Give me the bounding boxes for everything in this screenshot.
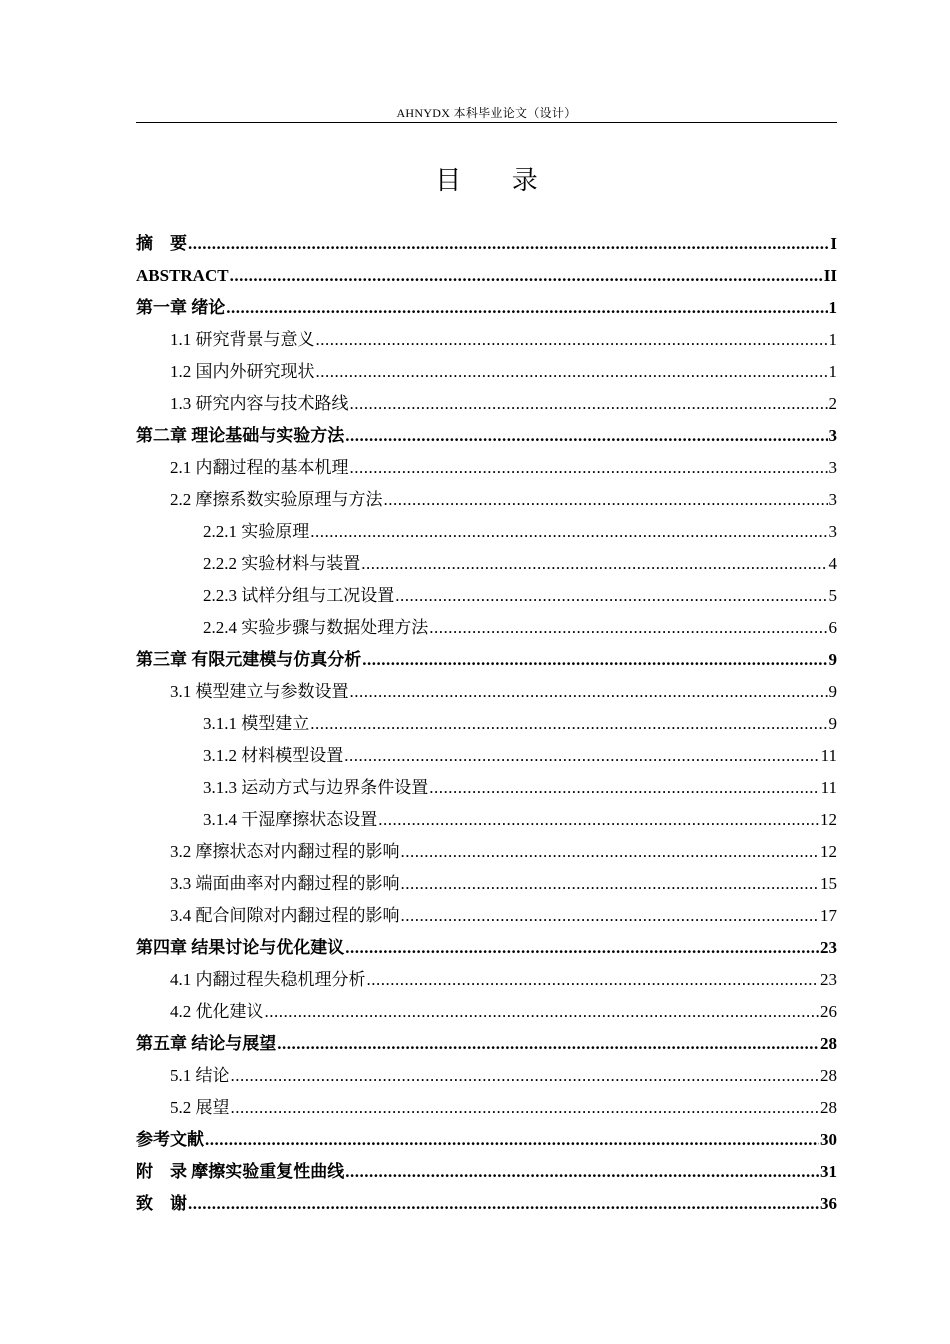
toc-dot-leader <box>345 420 827 452</box>
toc-entry-label: 第一章 绪论 <box>136 298 226 317</box>
toc-entry-page: 12 <box>820 810 837 829</box>
toc-dot-leader <box>345 1156 819 1188</box>
toc-entry-label: 5.1 结论 <box>170 1066 230 1085</box>
toc-entry-page: 1 <box>828 330 837 349</box>
toc-entry[interactable] <box>136 228 837 260</box>
toc-entry-label: 3.1.2 材料模型设置 <box>203 746 344 765</box>
toc-entry-page: 26 <box>820 1002 837 1021</box>
toc-entry-page: 3 <box>828 522 837 541</box>
toc-entry-label: 第四章 结果讨论与优化建议 <box>136 938 345 957</box>
toc-entry-page: 9 <box>828 682 837 701</box>
toc-entry-page: 23 <box>820 970 837 989</box>
toc-dot-leader <box>188 1188 819 1220</box>
toc-dot-leader <box>205 1124 819 1156</box>
toc-entry[interactable] <box>136 452 837 484</box>
toc-entry-page: 36 <box>820 1194 837 1213</box>
toc-entry-label: 1.3 研究内容与技术路线 <box>170 394 349 413</box>
toc-entry[interactable] <box>136 1188 837 1220</box>
toc-entry-label: 3.1 模型建立与参数设置 <box>170 682 349 701</box>
header-rule <box>136 122 837 123</box>
toc-entry-page: 15 <box>820 874 837 893</box>
toc-entry-label: 3.3 端面曲率对内翻过程的影响 <box>170 874 400 893</box>
toc-dot-leader <box>350 452 828 484</box>
toc-entry-label: 2.2.2 实验材料与装置 <box>203 554 361 573</box>
toc-dot-leader <box>378 804 819 836</box>
toc-entry[interactable] <box>136 932 837 964</box>
toc-entry-page: 23 <box>820 938 837 957</box>
toc-entry[interactable] <box>136 548 837 580</box>
toc-entry-page: I <box>830 234 837 253</box>
running-header: AHNYDX 本科毕业论文（设计） <box>396 106 577 120</box>
toc-dot-leader <box>350 676 828 708</box>
toc-entry[interactable] <box>136 420 837 452</box>
toc-entry-page: 11 <box>820 746 837 765</box>
toc-entry[interactable] <box>136 804 837 836</box>
toc-dot-leader <box>367 964 820 996</box>
toc-entry[interactable] <box>136 1156 837 1188</box>
toc-entry[interactable] <box>136 484 837 516</box>
toc-entry-label: 3.4 配合间隙对内翻过程的影响 <box>170 906 400 925</box>
toc-dot-leader <box>310 708 827 740</box>
toc-entry[interactable] <box>136 1092 837 1124</box>
toc-entry-label: 3.1.1 模型建立 <box>203 714 310 733</box>
toc-dot-leader <box>226 292 827 324</box>
toc-entry[interactable] <box>136 1060 837 1092</box>
toc-entry-label: 5.2 展望 <box>170 1098 230 1117</box>
table-of-contents <box>136 228 837 1220</box>
toc-entry-label: 附 录 摩擦实验重复性曲线 <box>136 1162 345 1181</box>
toc-entry-page: 3 <box>828 426 837 445</box>
toc-entry-label: 2.2.4 实验步骤与数据处理方法 <box>203 618 429 637</box>
toc-entry-label: 第五章 结论与展望 <box>136 1034 277 1053</box>
toc-dot-leader <box>316 324 828 356</box>
toc-entry-page: 30 <box>820 1130 837 1149</box>
toc-entry-label: 1.1 研究背景与意义 <box>170 330 315 349</box>
toc-dot-leader <box>310 516 827 548</box>
toc-entry-page: 4 <box>828 554 837 573</box>
toc-entry[interactable] <box>136 612 837 644</box>
toc-entry-label: 4.1 内翻过程失稳机理分析 <box>170 970 366 989</box>
toc-dot-leader <box>350 388 828 420</box>
toc-entry-label: 1.2 国内外研究现状 <box>170 362 315 381</box>
toc-entry[interactable] <box>136 292 837 324</box>
toc-entry[interactable] <box>136 772 837 804</box>
toc-entry-page: 31 <box>820 1162 837 1181</box>
toc-entry[interactable] <box>136 996 837 1028</box>
toc-entry-page: 6 <box>828 618 837 637</box>
toc-entry[interactable] <box>136 516 837 548</box>
toc-entry-label: 参考文献 <box>136 1130 204 1149</box>
toc-entry-page: II <box>823 266 837 285</box>
toc-dot-leader <box>345 932 819 964</box>
toc-entry-page: 9 <box>828 650 837 669</box>
page-title: 目 录 <box>435 166 560 195</box>
toc-entry-page: 3 <box>828 458 837 477</box>
toc-entry-label: 致 谢 <box>136 1194 187 1213</box>
toc-dot-leader <box>361 548 827 580</box>
toc-entry-label: 2.1 内翻过程的基本机理 <box>170 458 349 477</box>
toc-entry[interactable] <box>136 676 837 708</box>
toc-entry-label: 3.1.4 干湿摩擦状态设置 <box>203 810 378 829</box>
toc-entry[interactable] <box>136 708 837 740</box>
toc-entry-label: ABSTRACT <box>136 266 229 285</box>
toc-entry-page: 11 <box>820 778 837 797</box>
toc-entry-page: 28 <box>820 1034 837 1053</box>
toc-dot-leader <box>231 1092 820 1124</box>
toc-entry[interactable] <box>136 1124 837 1156</box>
toc-dot-leader <box>401 836 820 868</box>
toc-dot-leader <box>265 996 820 1028</box>
toc-entry-page: 5 <box>828 586 837 605</box>
toc-entry-page: 2 <box>828 394 837 413</box>
toc-dot-leader <box>277 1028 819 1060</box>
toc-dot-leader <box>384 484 828 516</box>
toc-entry-label: 2.2.1 实验原理 <box>203 522 310 541</box>
toc-dot-leader <box>230 260 823 292</box>
toc-dot-leader <box>401 900 820 932</box>
toc-entry-page: 3 <box>828 490 837 509</box>
toc-dot-leader <box>188 228 829 260</box>
toc-dot-leader <box>362 644 827 676</box>
toc-entry-label: 第三章 有限元建模与仿真分析 <box>136 650 362 669</box>
toc-entry[interactable] <box>136 260 837 292</box>
toc-dot-leader <box>344 740 819 772</box>
toc-entry-page: 17 <box>820 906 837 925</box>
toc-entry-page: 12 <box>820 842 837 861</box>
toc-entry-label: 4.2 优化建议 <box>170 1002 264 1021</box>
toc-entry[interactable] <box>136 964 837 996</box>
toc-entry-label: 2.2.3 试样分组与工况设置 <box>203 586 395 605</box>
toc-entry-label: 2.2 摩擦系数实验原理与方法 <box>170 490 383 509</box>
toc-entry-page: 28 <box>820 1098 837 1117</box>
toc-entry[interactable] <box>136 580 837 612</box>
toc-entry[interactable] <box>136 388 837 420</box>
toc-entry-label: 第二章 理论基础与实验方法 <box>136 426 345 445</box>
toc-entry[interactable] <box>136 740 837 772</box>
toc-entry-page: 9 <box>828 714 837 733</box>
toc-entry-label: 3.2 摩擦状态对内翻过程的影响 <box>170 842 400 861</box>
toc-dot-leader <box>429 612 827 644</box>
toc-entry[interactable] <box>136 644 837 676</box>
toc-entry[interactable] <box>136 900 837 932</box>
toc-dot-leader <box>316 356 828 388</box>
toc-dot-leader <box>231 1060 820 1092</box>
toc-entry-page: 1 <box>828 298 837 317</box>
toc-entry[interactable] <box>136 324 837 356</box>
toc-entry-page: 1 <box>828 362 837 381</box>
toc-dot-leader <box>429 772 819 804</box>
toc-dot-leader <box>401 868 820 900</box>
toc-dot-leader <box>395 580 827 612</box>
toc-entry[interactable] <box>136 356 837 388</box>
toc-entry[interactable] <box>136 836 837 868</box>
toc-entry-page: 28 <box>820 1066 837 1085</box>
toc-entry[interactable] <box>136 868 837 900</box>
toc-entry[interactable] <box>136 1028 837 1060</box>
toc-entry-label: 3.1.3 运动方式与边界条件设置 <box>203 778 429 797</box>
toc-entry-label: 摘 要 <box>136 234 187 253</box>
